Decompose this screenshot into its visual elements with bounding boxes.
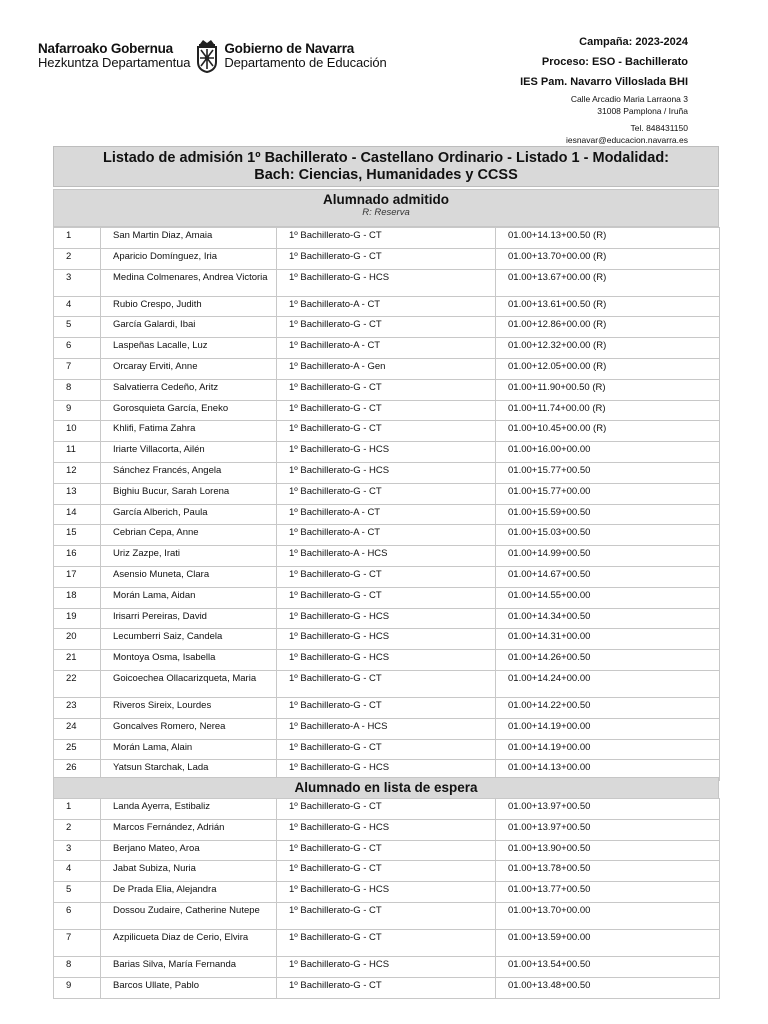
row-number: 12	[54, 462, 101, 483]
course: 1º Bachillerato-G - HCS	[277, 462, 496, 483]
student-name: Laspeñas Lacalle, Luz	[101, 338, 277, 359]
table-row	[54, 819, 720, 840]
school-name: IES Pam. Navarro Villoslada BHI	[520, 76, 688, 88]
score: 01.00+14.55+00.00	[496, 587, 720, 608]
table-row	[54, 608, 720, 629]
row-number: 6	[54, 338, 101, 359]
course: 1º Bachillerato-G - CT	[277, 861, 496, 882]
student-name: Medina Colmenares, Andrea Victoria	[101, 269, 277, 296]
course: 1º Bachillerato-G - CT	[277, 977, 496, 998]
row-number: 5	[54, 882, 101, 903]
row-number: 1	[54, 799, 101, 820]
row-number: 2	[54, 819, 101, 840]
course: 1º Bachillerato-A - CT	[277, 525, 496, 546]
student-name: Gorosquieta García, Eneko	[101, 400, 277, 421]
course: 1º Bachillerato-G - CT	[277, 840, 496, 861]
score: 01.00+13.78+00.50	[496, 861, 720, 882]
row-number: 3	[54, 840, 101, 861]
page-title-line-1: Listado de admisión 1º Bachillerato - Castellano Ordinario - Listado 1 - Modalidad:	[102, 150, 670, 166]
table-row	[54, 442, 720, 463]
student-name: Marcos Fernández, Adrián	[101, 819, 277, 840]
student-name: Riveros Sireix, Lourdes	[101, 697, 277, 718]
course: 1º Bachillerato-G - HCS	[277, 760, 496, 781]
course: 1º Bachillerato-G - CT	[277, 379, 496, 400]
student-name: Landa Ayerra, Estibaliz	[101, 799, 277, 820]
table-row	[54, 228, 720, 249]
course: 1º Bachillerato-A - CT	[277, 504, 496, 525]
course: 1º Bachillerato-G - HCS	[277, 819, 496, 840]
score: 01.00+14.13+00.50 (R)	[496, 228, 720, 249]
row-number: 9	[54, 400, 101, 421]
row-number: 4	[54, 296, 101, 317]
navarra-shield-icon	[194, 38, 220, 74]
page-title	[53, 146, 719, 187]
score: 01.00+14.24+00.00	[496, 670, 720, 697]
table-row	[54, 977, 720, 998]
row-number: 25	[54, 739, 101, 760]
course: 1º Bachillerato-G - CT	[277, 929, 496, 956]
course: 1º Bachillerato-A - HCS	[277, 546, 496, 567]
student-name: Goicoechea Ollacarizqueta, Maria	[101, 670, 277, 697]
score: 01.00+13.59+00.00	[496, 929, 720, 956]
score: 01.00+15.59+00.50	[496, 504, 720, 525]
score: 01.00+13.77+00.50	[496, 882, 720, 903]
waitlist-table	[53, 798, 720, 999]
student-name: Khlifi, Fatima Zahra	[101, 421, 277, 442]
reserve-note: R: Reserva	[362, 207, 410, 218]
table-row	[54, 882, 720, 903]
row-number: 4	[54, 861, 101, 882]
table-row	[54, 929, 720, 956]
course: 1º Bachillerato-G - CT	[277, 697, 496, 718]
course: 1º Bachillerato-A - Gen	[277, 358, 496, 379]
school-info	[520, 35, 688, 146]
table-row	[54, 462, 720, 483]
waitlist-heading: Alumnado en lista de espera	[294, 780, 478, 795]
course: 1º Bachillerato-A - HCS	[277, 718, 496, 739]
score: 01.00+13.97+00.50	[496, 799, 720, 820]
table-row	[54, 379, 720, 400]
table-row	[54, 739, 720, 760]
score: 01.00+15.77+00.50	[496, 462, 720, 483]
row-number: 5	[54, 317, 101, 338]
student-name: Bighiu Bucur, Sarah Lorena	[101, 483, 277, 504]
course: 1º Bachillerato-A - CT	[277, 338, 496, 359]
score: 01.00+14.22+00.50	[496, 697, 720, 718]
table-row	[54, 650, 720, 671]
course: 1º Bachillerato-G - HCS	[277, 442, 496, 463]
admitted-table	[53, 227, 720, 781]
admitted-heading: Alumnado admitido	[323, 192, 449, 207]
course: 1º Bachillerato-G - HCS	[277, 882, 496, 903]
row-number: 1	[54, 228, 101, 249]
page-title-line-2: Bach: Ciencias, Humanidades y CCSS	[254, 167, 518, 183]
row-number: 26	[54, 760, 101, 781]
student-name: Yatsun Starchak, Lada	[101, 760, 277, 781]
course: 1º Bachillerato-G - CT	[277, 248, 496, 269]
student-name: Goncalves Romero, Nerea	[101, 718, 277, 739]
course: 1º Bachillerato-G - CT	[277, 421, 496, 442]
course: 1º Bachillerato-G - HCS	[277, 269, 496, 296]
row-number: 17	[54, 566, 101, 587]
student-name: Asensio Muneta, Clara	[101, 566, 277, 587]
student-name: Azpilicueta Diaz de Cerio, Elvira	[101, 929, 277, 956]
course: 1º Bachillerato-G - CT	[277, 566, 496, 587]
table-row	[54, 338, 720, 359]
course: 1º Bachillerato-G - CT	[277, 902, 496, 929]
table-row	[54, 629, 720, 650]
table-row	[54, 697, 720, 718]
table-row	[54, 587, 720, 608]
document-header	[0, 0, 768, 145]
score: 01.00+11.90+00.50 (R)	[496, 379, 720, 400]
course: 1º Bachillerato-G - CT	[277, 317, 496, 338]
score: 01.00+12.86+00.00 (R)	[496, 317, 720, 338]
course: 1º Bachillerato-G - CT	[277, 670, 496, 697]
score: 01.00+14.13+00.00	[496, 760, 720, 781]
student-name: Morán Lama, Aidan	[101, 587, 277, 608]
student-name: Morán Lama, Alain	[101, 739, 277, 760]
course: 1º Bachillerato-G - HCS	[277, 629, 496, 650]
table-row	[54, 799, 720, 820]
student-name: García Alberich, Paula	[101, 504, 277, 525]
row-number: 24	[54, 718, 101, 739]
course: 1º Bachillerato-G - CT	[277, 483, 496, 504]
course: 1º Bachillerato-G - HCS	[277, 650, 496, 671]
school-address-street: Calle Arcadio Maria Larraona 3	[570, 94, 688, 104]
table-row	[54, 400, 720, 421]
table-row	[54, 718, 720, 739]
student-name: San Martin Diaz, Amaia	[101, 228, 277, 249]
score: 01.00+13.67+00.00 (R)	[496, 269, 720, 296]
row-number: 16	[54, 546, 101, 567]
student-name: Sánchez Francés, Angela	[101, 462, 277, 483]
score: 01.00+15.03+00.50	[496, 525, 720, 546]
student-name: Irisarri Pereiras, David	[101, 608, 277, 629]
row-number: 14	[54, 504, 101, 525]
student-name: Montoya Osma, Isabella	[101, 650, 277, 671]
student-name: Salvatierra Cedeño, Aritz	[101, 379, 277, 400]
table-row	[54, 317, 720, 338]
row-number: 9	[54, 977, 101, 998]
row-number: 6	[54, 902, 101, 929]
score: 01.00+14.26+00.50	[496, 650, 720, 671]
student-name: Barias Silva, María Fernanda	[101, 956, 277, 977]
table-row	[54, 956, 720, 977]
row-number: 8	[54, 956, 101, 977]
table-row	[54, 296, 720, 317]
score: 01.00+14.31+00.00	[496, 629, 720, 650]
score: 01.00+14.34+00.50	[496, 608, 720, 629]
course: 1º Bachillerato-G - HCS	[277, 956, 496, 977]
row-number: 13	[54, 483, 101, 504]
table-row	[54, 546, 720, 567]
row-number: 22	[54, 670, 101, 697]
student-name: García Galardi, Ibai	[101, 317, 277, 338]
table-row	[54, 525, 720, 546]
school-email: iesnavar@educacion.navarra.es	[565, 135, 688, 145]
score: 01.00+14.67+00.50	[496, 566, 720, 587]
score: 01.00+12.05+00.00 (R)	[496, 358, 720, 379]
course: 1º Bachillerato-G - CT	[277, 739, 496, 760]
row-number: 2	[54, 248, 101, 269]
table-row	[54, 483, 720, 504]
row-number: 7	[54, 929, 101, 956]
score: 01.00+11.74+00.00 (R)	[496, 400, 720, 421]
student-name: Barcos Ullate, Pablo	[101, 977, 277, 998]
student-name: Orcaray Erviti, Anne	[101, 358, 277, 379]
score: 01.00+13.90+00.50	[496, 840, 720, 861]
row-number: 8	[54, 379, 101, 400]
score: 01.00+13.61+00.50 (R)	[496, 296, 720, 317]
score: 01.00+12.32+00.00 (R)	[496, 338, 720, 359]
score: 01.00+10.45+00.00 (R)	[496, 421, 720, 442]
logo-basque-department: Hezkuntza Departamentua	[38, 55, 191, 71]
score: 01.00+13.48+00.50	[496, 977, 720, 998]
row-number: 7	[54, 358, 101, 379]
row-number: 23	[54, 697, 101, 718]
row-number: 3	[54, 269, 101, 296]
process-label: Proceso: ESO - Bachillerato	[541, 56, 688, 68]
campaign-label: Campaña: 2023-2024	[579, 36, 688, 48]
student-name: Cebrian Cepa, Anne	[101, 525, 277, 546]
table-row	[54, 248, 720, 269]
course: 1º Bachillerato-G - CT	[277, 228, 496, 249]
school-phone: Tel. 848431150	[630, 123, 688, 133]
score: 01.00+14.99+00.50	[496, 546, 720, 567]
score: 01.00+14.19+00.00	[496, 718, 720, 739]
table-row	[54, 902, 720, 929]
score: 01.00+13.70+00.00	[496, 902, 720, 929]
student-name: Aparicio Domínguez, Iria	[101, 248, 277, 269]
course: 1º Bachillerato-G - CT	[277, 400, 496, 421]
student-name: Uriz Zazpe, Irati	[101, 546, 277, 567]
logo-spanish-name: Gobierno de Navarra	[224, 41, 355, 57]
course: 1º Bachillerato-G - CT	[277, 799, 496, 820]
student-name: Rubio Crespo, Judith	[101, 296, 277, 317]
table-row	[54, 504, 720, 525]
table-row	[54, 861, 720, 882]
student-name: Dossou Zudaire, Catherine Nutepe	[101, 902, 277, 929]
score: 01.00+15.77+00.00	[496, 483, 720, 504]
logo-spanish-department: Departamento de Educación	[224, 55, 387, 71]
student-name: Jabat Subiza, Nuria	[101, 861, 277, 882]
row-number: 11	[54, 442, 101, 463]
student-name: Lecumberri Saiz, Candela	[101, 629, 277, 650]
score: 01.00+14.19+00.00	[496, 739, 720, 760]
course: 1º Bachillerato-G - HCS	[277, 608, 496, 629]
row-number: 18	[54, 587, 101, 608]
score: 01.00+16.00+00.00	[496, 442, 720, 463]
school-address-city: 31008 Pamplona / Iruña	[597, 106, 688, 116]
table-row	[54, 421, 720, 442]
waitlist-section-header	[53, 777, 719, 799]
score: 01.00+13.54+00.50	[496, 956, 720, 977]
course: 1º Bachillerato-G - CT	[277, 587, 496, 608]
student-name: Berjano Mateo, Aroa	[101, 840, 277, 861]
row-number: 19	[54, 608, 101, 629]
score: 01.00+13.70+00.00 (R)	[496, 248, 720, 269]
table-row	[54, 269, 720, 296]
row-number: 21	[54, 650, 101, 671]
course: 1º Bachillerato-A - CT	[277, 296, 496, 317]
student-name: Iriarte Villacorta, Ailén	[101, 442, 277, 463]
row-number: 10	[54, 421, 101, 442]
government-logo	[38, 36, 387, 76]
table-row	[54, 840, 720, 861]
student-name: De Prada Elia, Alejandra	[101, 882, 277, 903]
table-row	[54, 566, 720, 587]
admitted-section-header	[53, 189, 719, 227]
table-row	[54, 358, 720, 379]
row-number: 20	[54, 629, 101, 650]
table-row	[54, 670, 720, 697]
score: 01.00+13.97+00.50	[496, 819, 720, 840]
row-number: 15	[54, 525, 101, 546]
logo-basque-name: Nafarroako Gobernua	[38, 41, 173, 57]
